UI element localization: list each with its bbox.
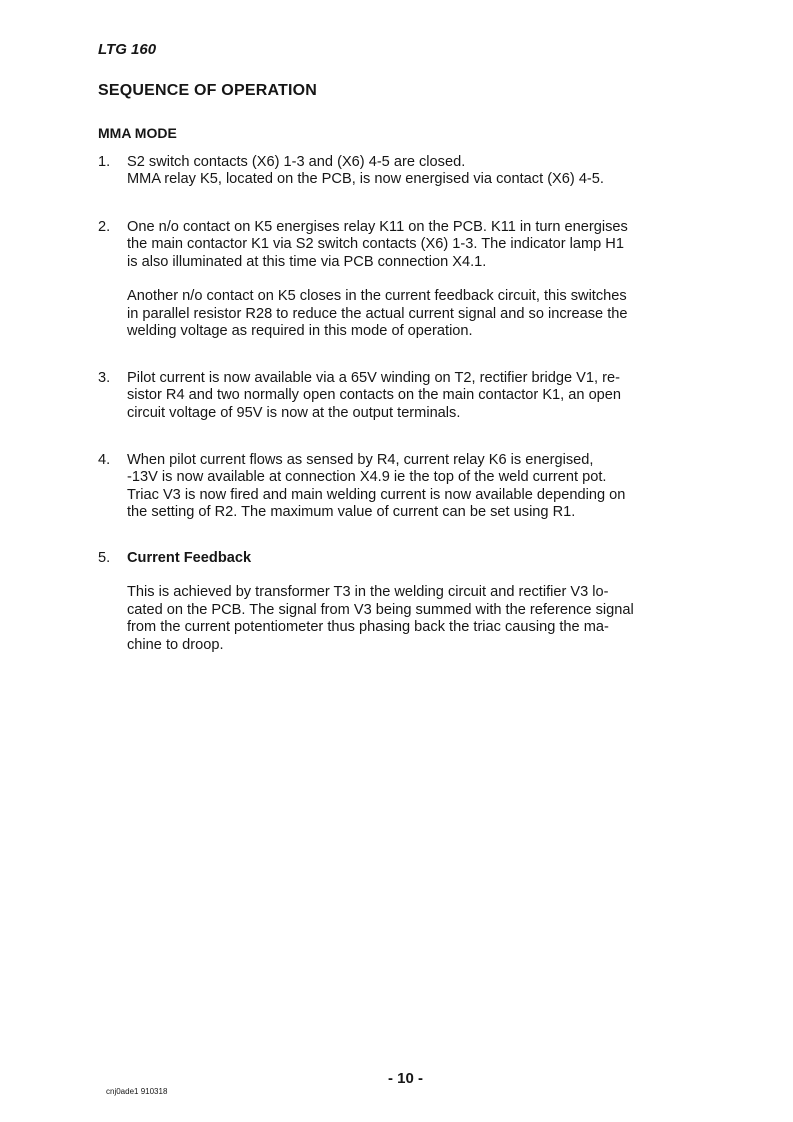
step-line: This is achieved by transformer T3 in the welding circuit and rectifier V3 lo- [127, 584, 609, 601]
step-3 [98, 370, 708, 422]
step-line: the setting of R2. The maximum value of current can be set using R1. [127, 504, 576, 521]
step-line: welding voltage as required in this mode of operation. [127, 323, 473, 340]
document-code: cnj0ade1 910318 [106, 1087, 168, 1096]
step-line: MMA relay K5, located on the PCB, is now energised via contact (X6) 4-5. [127, 171, 604, 188]
step-number: 4. [98, 452, 111, 468]
step-line: S2 switch contacts (X6) 1-3 and (X6) 4-5 are closed. [127, 154, 466, 170]
model-name: LTG 160 [98, 41, 157, 58]
step-line: Another n/o contact on K5 closes in the current feedback circuit, this switches [127, 288, 627, 305]
page-title: SEQUENCE OF OPERATION [98, 82, 318, 99]
step-line: One n/o contact on K5 energises relay K11 on the PCB. K11 in turn energises [127, 219, 628, 235]
step-line: in parallel resistor R28 to reduce the actual current signal and so increase the [127, 305, 628, 322]
step-heading-current-feedback: Current Feedback [127, 550, 252, 566]
step-1 [98, 154, 708, 189]
step-line: When pilot current flows as sensed by R4, current relay K6 is energised, [127, 452, 594, 468]
section-title-mma-mode: MMA MODE [98, 125, 177, 141]
step-body [127, 219, 708, 340]
step-line: is also illuminated at this time via PCB connection X4.1. [127, 253, 487, 270]
step-line: the main contactor K1 via S2 switch contacts (X6) 1-3. The indicator lamp H1 [127, 236, 624, 253]
page-number: - 10 - [388, 1070, 424, 1087]
step-line: cated on the PCB. The signal from V3 being summed with the reference signal [127, 601, 634, 618]
step-body [127, 550, 708, 654]
step-line: chine to droop. [127, 636, 224, 653]
step-number: 1. [98, 154, 111, 170]
step-2 [98, 219, 708, 340]
step-5 [98, 550, 708, 654]
step-line: Pilot current is now available via a 65V winding on T2, rectifier bridge V1, re- [127, 370, 620, 386]
step-paragraph-2 [127, 288, 708, 340]
step-line: sistor R4 and two normally open contacts on the main contactor K1, an open [127, 387, 622, 404]
step-line: circuit voltage of 95V is now at the output terminals. [127, 404, 461, 421]
step-number: 5. [98, 550, 111, 566]
step-body [127, 154, 708, 189]
step-number: 3. [98, 370, 111, 386]
step-number: 2. [98, 219, 111, 235]
step-body [127, 370, 708, 422]
step-4 [98, 452, 708, 522]
step-line: from the current potentiometer thus phasing back the triac causing the ma- [127, 619, 609, 636]
step-body [127, 452, 708, 522]
step-line: Triac V3 is now fired and main welding current is now available depending on [127, 486, 626, 503]
step-line: -13V is now available at connection X4.9 ie the top of the weld current pot. [127, 469, 607, 486]
step-paragraph [127, 584, 708, 654]
